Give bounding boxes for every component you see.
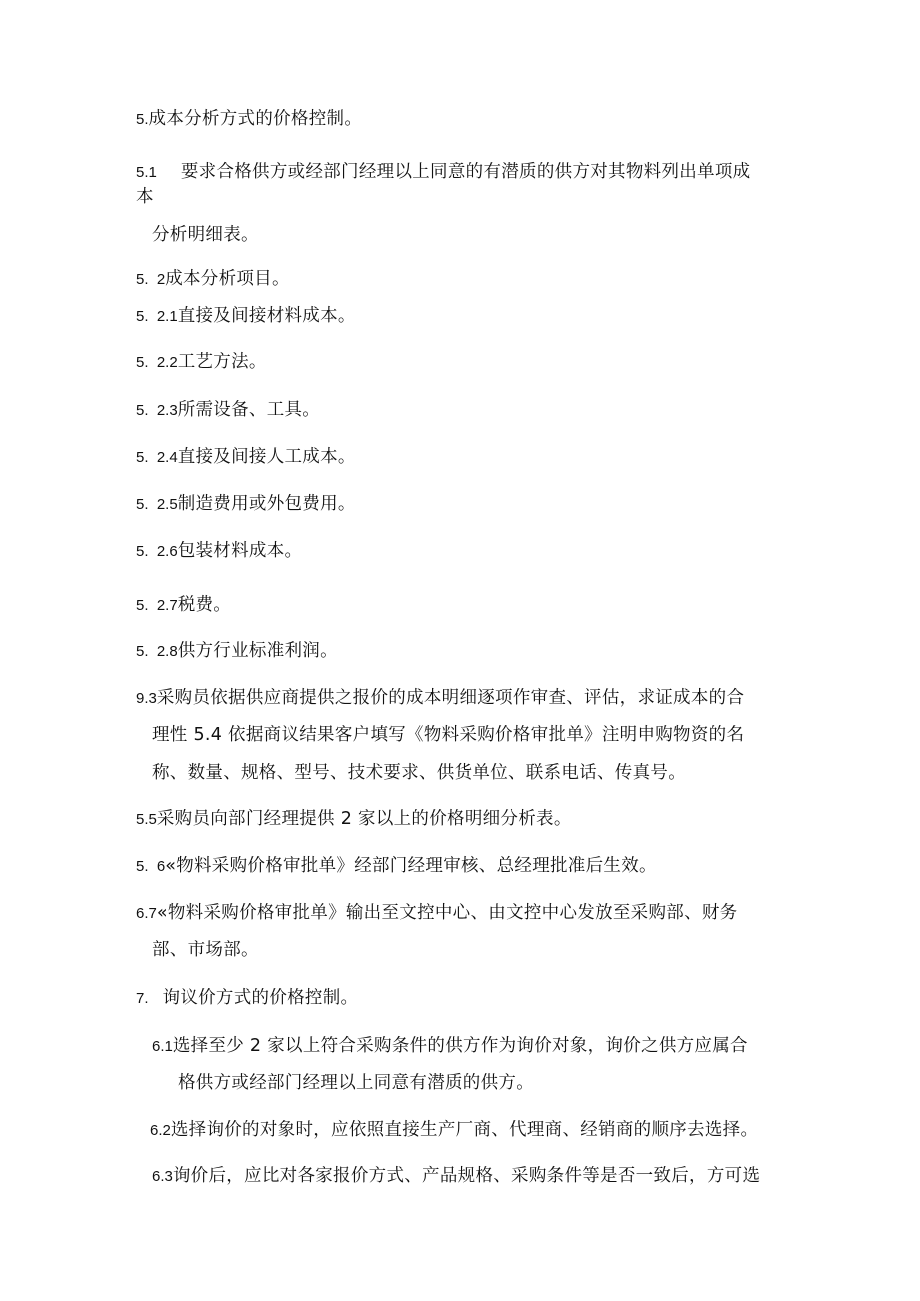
item-number: 5. 2.5 [136,496,178,513]
paragraph-6-1-cont [178,1072,534,1094]
item-text: 本 [136,187,154,207]
item-text: 选择至少 2 家以上符合采购条件的供方作为询价对象，询价之供方应属合 [172,1036,748,1056]
item-5-2-2 [136,351,267,374]
item-number: 6.2 [150,1122,171,1139]
item-text: 采购员向部门经理提供 2 家以上的价格明细分析表。 [156,809,572,829]
item-5-2-1 [136,305,356,328]
paragraph-5-1 [136,161,750,184]
item-number: 7. [136,990,149,1007]
item-text: 供方行业标准利润。 [177,641,338,661]
item-text: 称、数量、规格、型号、技术要求、供货单位、联系电话、传真号。 [152,763,686,783]
item-5-2-8 [136,640,338,663]
item-text: 工艺方法。 [177,352,267,372]
item-number: 5. 2.7 [136,597,178,614]
item-text: 所需设备、工具。 [177,400,321,420]
paragraph-6-1 [152,1035,748,1058]
item-number: 5.1 [136,164,157,181]
item-text: «物料采购价格审批单》经部门经理审核、总经理批准后生效。 [165,856,657,876]
item-5-2-3 [136,399,320,422]
item-text: 询议价方式的价格控制。 [162,988,359,1008]
item-number: 6.3 [152,1168,173,1185]
item-number: 6.1 [152,1038,173,1055]
paragraph-5-5 [136,808,572,831]
paragraph-5-6 [136,855,657,878]
item-5-2-4 [136,446,356,469]
item-number: 5. 6 [136,858,166,875]
item-number: 9.3 [136,690,157,707]
item-5-2 [136,268,290,291]
item-text: 格供方或经部门经理以上同意有潜质的供方。 [178,1073,534,1093]
item-number: 5. 2.8 [136,643,178,660]
item-text: 税费。 [177,595,232,615]
item-number: 6.7 [136,905,157,922]
item-text: «物料采购价格审批单》输出至文控中心、由文控中心发放至采购部、财务 [156,903,738,923]
item-number: 5.5 [136,811,157,828]
item-text: 直接及间接材料成本。 [177,306,356,326]
item-text: 部、市场部。 [152,940,259,960]
item-number: 5. 2.3 [136,402,178,419]
item-text: 要求合格供方或经部门经理以上同意的有潜质的供方对其物料列出单项成 [180,162,751,182]
paragraph-6-7 [136,902,737,925]
item-number: 5. 2.2 [136,354,178,371]
item-text: 分析明细表。 [152,225,259,245]
item-text: 选择询价的对象时，应依照直接生产厂商、代理商、经销商的顺序去选择。 [170,1120,759,1140]
item-number: 5. 2.6 [136,543,178,560]
item-5-2-7 [136,594,231,617]
item-text: 询价后，应比对各家报价方式、产品规格、采购条件等是否一致后，方可选 [172,1166,761,1186]
paragraph-9-3 [136,687,744,710]
item-text: 直接及间接人工成本。 [177,447,356,467]
item-number: 5. 2.1 [136,308,178,325]
item-text: 理性 5.4 依据商议结果客户填写《物料采购价格审批单》注明申购物资的名 [152,725,745,745]
item-text: 成本分析方式的价格控制。 [148,109,363,129]
paragraph-9-3-cont2 [152,762,686,784]
paragraph-6-2 [150,1119,758,1142]
heading-5 [136,108,362,131]
paragraph-9-3-cont [152,724,744,746]
item-text: 包装材料成本。 [177,541,303,561]
paragraph-5-1-wrap [136,186,154,208]
item-text: 成本分析项目。 [165,269,290,289]
paragraph-5-1-cont [152,224,259,246]
item-text: 制造费用或外包费用。 [177,494,356,514]
item-number: 5. [136,111,149,128]
heading-7 [136,987,358,1010]
item-number: 5. 2.4 [136,449,178,466]
item-5-2-6 [136,540,302,563]
paragraph-6-7-cont [152,939,259,961]
item-text: 采购员依据供应商提供之报价的成本明细逐项作审查、评估，求证成本的合 [156,688,745,708]
item-5-2-5 [136,493,356,516]
item-number: 5. 2 [136,271,166,288]
paragraph-6-3 [152,1165,760,1188]
